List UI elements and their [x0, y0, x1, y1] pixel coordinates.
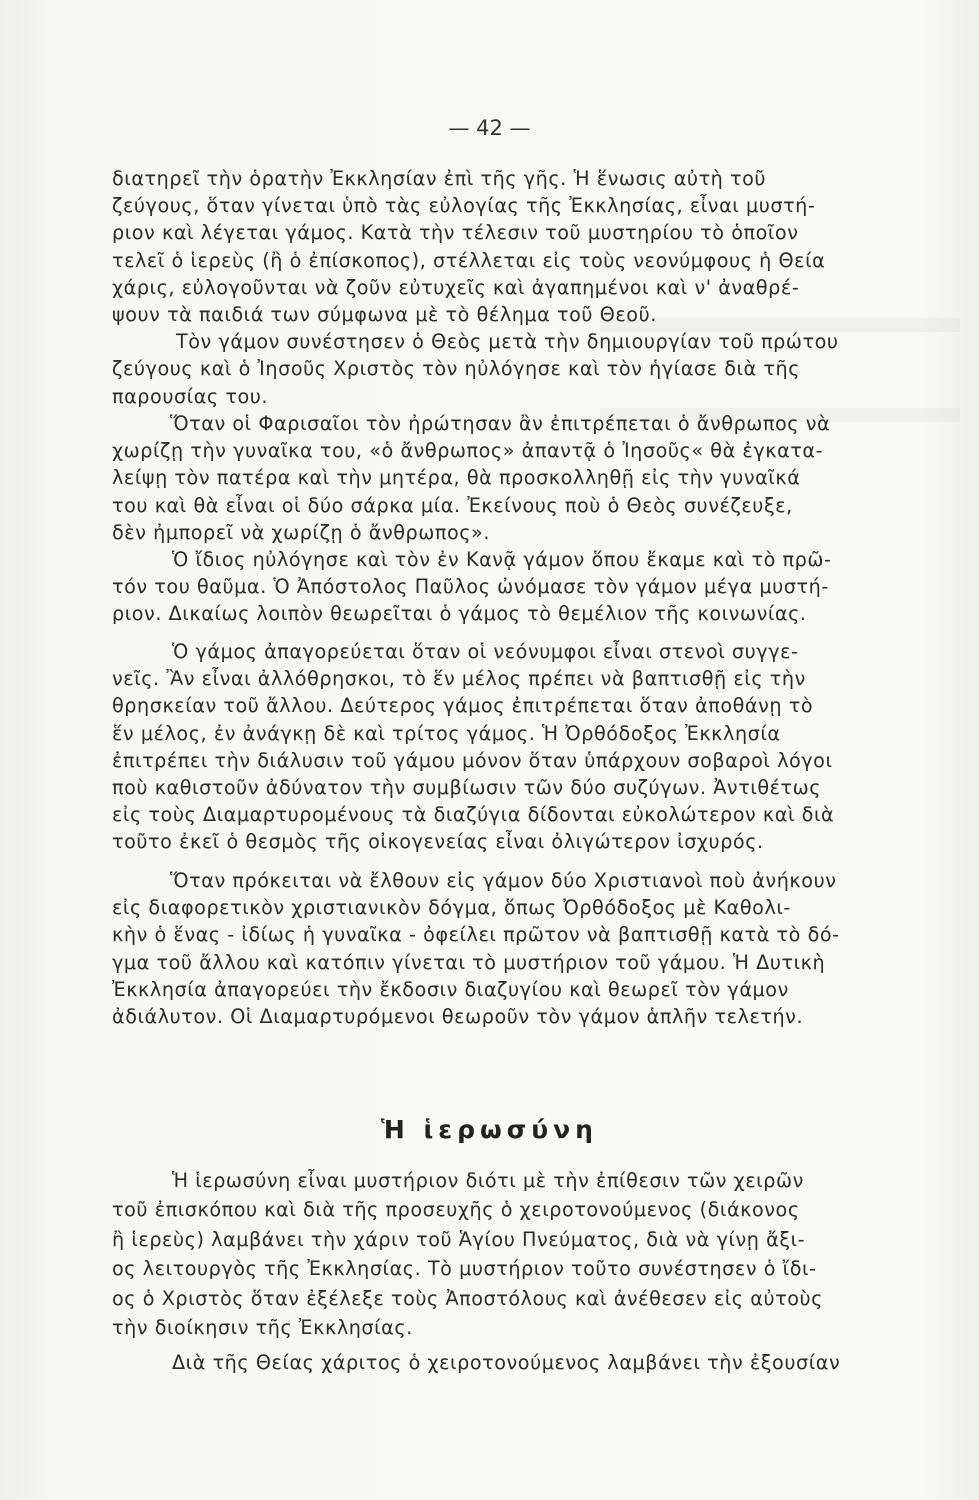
- text-line: δὲν ἠμπορεῖ νὰ χωρίζῃ ὁ ἄνθρωπος».: [112, 521, 490, 544]
- text-line: ἢ ἱερεὺς) λαμβάνει τὴν χάριν τοῦ Ἁγίου Πνεύματος, διὰ νὰ γίνῃ ἄξι-: [112, 1228, 806, 1251]
- text-line: Ὅταν πρόκειται νὰ ἔλθουν εἰς γάμον δύο Χριστιανοὶ ποὺ ἀνήκουν: [170, 869, 837, 892]
- text-line: τὴν διοίκησιν τῆς Ἐκκλησίας.: [112, 1316, 413, 1339]
- text-line: Ἐκκλησία ἀπαγορεύει τὴν ἔκδοσιν διαζυγίου καὶ θεωρεῖ τὸν γάμον: [112, 978, 789, 1001]
- text-line: Ἡ ἱερωσύνη εἶναι μυστήριον διότι μὲ τὴν ἐπίθεσιν τῶν χειρῶν: [172, 1169, 804, 1192]
- section-heading: Ἡ ἱερωσύνη: [381, 1115, 598, 1144]
- text-line: εἰς τοὺς Διαμαρτυρομένους τὰ διαζύγια δίδονται εὐκολώτερον καὶ διὰ: [112, 803, 835, 826]
- text-line: ος ὁ Χριστὸς ὅταν ἐξέλεξε τοὺς Ἀποστόλους καὶ ἀνέθεσεν εἰς αὐτοὺς: [112, 1287, 823, 1310]
- text-line: ος λειτουργὸς τῆς Ἐκκλησίας. Τὸ μυστήριον τοῦτο συνέστησεν ὁ ἴδι-: [112, 1257, 817, 1280]
- text-line: τοῦ ἐπισκόπου καὶ διὰ τῆς προσευχῆς ὁ χειροτονούμενος (διάκονος: [112, 1198, 800, 1221]
- text-line: ριον καὶ λέγεται γάμος. Κατὰ τὴν τέλεσιν τοῦ μυστηρίου τὸ ὁποῖον: [112, 221, 799, 244]
- text-line: νεῖς. Ἂν εἶναι ἀλλόθρησκοι, τὸ ἕν μέλος πρέπει νὰ βαπτισθῇ εἰς τὴν: [112, 667, 806, 690]
- text-line: Ὁ ἴδιος ηὐλόγησε καὶ τὸν ἐν Κανᾷ γάμον ὅπου ἔκαμε καὶ τὸ πρῶ-: [172, 548, 832, 571]
- text-line: ποὺ καθιστοῦν ἀδύνατον τὴν συμβίωσιν τῶν δύο συζύγων. Ἀντιθέτως: [112, 776, 822, 799]
- text-line: Τὸν γάμον συνέστησεν ὁ Θεὸς μετὰ τὴν δημιουργίαν τοῦ πρώτου: [176, 330, 839, 353]
- text-line: κὴν ὁ ἕνας - ἰδίως ἡ γυναῖκα - ὀφείλει πρῶτον νὰ βαπτισθῇ κατὰ τὸ δό-: [112, 923, 840, 946]
- text-line: χάρις, εὐλογοῦνται νὰ ζοῦν εὐτυχεῖς καὶ ἀγαπημένοι καὶ ν' ἀναθρέ-: [112, 276, 800, 299]
- text-line: ζεύγους, ὅταν γίνεται ὑπὸ τὰς εὐλογίας τῆς Ἐκκλησίας, εἶναι μυστή-: [112, 194, 816, 217]
- text-line: ἕν μέλος, ἐν ἀνάγκῃ δὲ καὶ τρίτος γάμος. Ἡ Ὀρθόδοξος Ἐκκλησία: [112, 722, 781, 745]
- text-line: ἐπιτρέπει τὴν διάλυσιν τοῦ γάμου μόνον ὅταν ὑπάρχουν σοβαροὶ λόγοι: [112, 749, 833, 772]
- text-line: εἰς διαφορετικὸν χριστιανικὸν δόγμα, ὅπως Ὀρθόδοξος μὲ Καθολι-: [112, 896, 791, 919]
- text-line: γμα τοῦ ἄλλου καὶ κατόπιν γίνεται τὸ μυστήριον τοῦ γάμου. Ἡ Δυτικὴ: [112, 951, 826, 974]
- text-line: του καὶ θὰ εἶναι οἱ δύο σάρκα μία. Ἐκείνους ποὺ ὁ Θεὸς συνέζευξε,: [112, 494, 793, 517]
- text-line: ζεύγους καὶ ὁ Ἰησοῦς Χριστὸς τὸν ηὐλόγησε καὶ τὸν ἡγίασε διὰ τῆς: [112, 357, 801, 380]
- text-line: ψουν τὰ παιδιά των σύμφωνα μὲ τὸ θέλημα τοῦ Θεοῦ.: [112, 303, 657, 326]
- text-line: Ὁ γάμος ἀπαγορεύεται ὅταν οἱ νεόνυμφοι εἶναι στενοὶ συγγε-: [172, 640, 799, 663]
- text-line: ριον. Δικαίως λοιπὸν θεωρεῖται ὁ γάμος τὸ θεμέλιον τῆς κοινωνίας.: [112, 602, 807, 625]
- text-line: Διὰ τῆς Θείας χάριτος ὁ χειροτονούμενος λαμβάνει τὴν ἐξουσίαν: [172, 1351, 841, 1374]
- text-line: ἀδιάλυτον. Οἱ Διαμαρτυρόμενοι θεωροῦν τὸν γάμον ἁπλῆν τελετήν.: [112, 1005, 804, 1028]
- page-number: — 42 —: [448, 116, 531, 140]
- text-line: τοῦτο ἐκεῖ ὁ θεσμὸς τῆς οἰκογενείας εἶναι ὀλιγώτερον ἰσχυρός.: [112, 830, 764, 853]
- text-line: χωρίζῃ τὴν γυναῖκα του, «ὁ ἄνθρωπος» ἀπαντᾷ ὁ Ἰησοῦς« θὰ ἐγκατα-: [112, 439, 824, 462]
- text-line: θρησκείαν τοῦ ἄλλου. Δεύτερος γάμος ἐπιτρέπεται ὅταν ἀποθάνῃ τὸ: [112, 694, 814, 717]
- text-line: διατηρεῖ τὴν ὁρατὴν Ἐκκλησίαν ἐπὶ τῆς γῆς. Ἡ ἕνωσις αὐτὴ τοῦ: [112, 167, 767, 190]
- text-line: τόν του θαῦμα. Ὁ Ἀπόστολος Παῦλος ὠνόμασε τὸν γάμον μέγα μυστή-: [112, 575, 829, 598]
- text-line: παρουσίας του.: [112, 385, 269, 408]
- text-line: τελεῖ ὁ ἱερεὺς (ἢ ὁ ἐπίσκοπος), στέλλεται εἰς τοὺς νεονύμφους ἡ Θεία: [112, 249, 826, 272]
- text-line: Ὅταν οἱ Φαρισαῖοι τὸν ἠρώτησαν ἂν ἐπιτρέπεται ὁ ἄνθρωπος νὰ: [170, 412, 831, 435]
- text-line: λείψῃ τὸν πατέρα καὶ τὴν μητέρα, θὰ προσκολληθῇ εἰς τὴν γυναῖκά: [112, 466, 801, 489]
